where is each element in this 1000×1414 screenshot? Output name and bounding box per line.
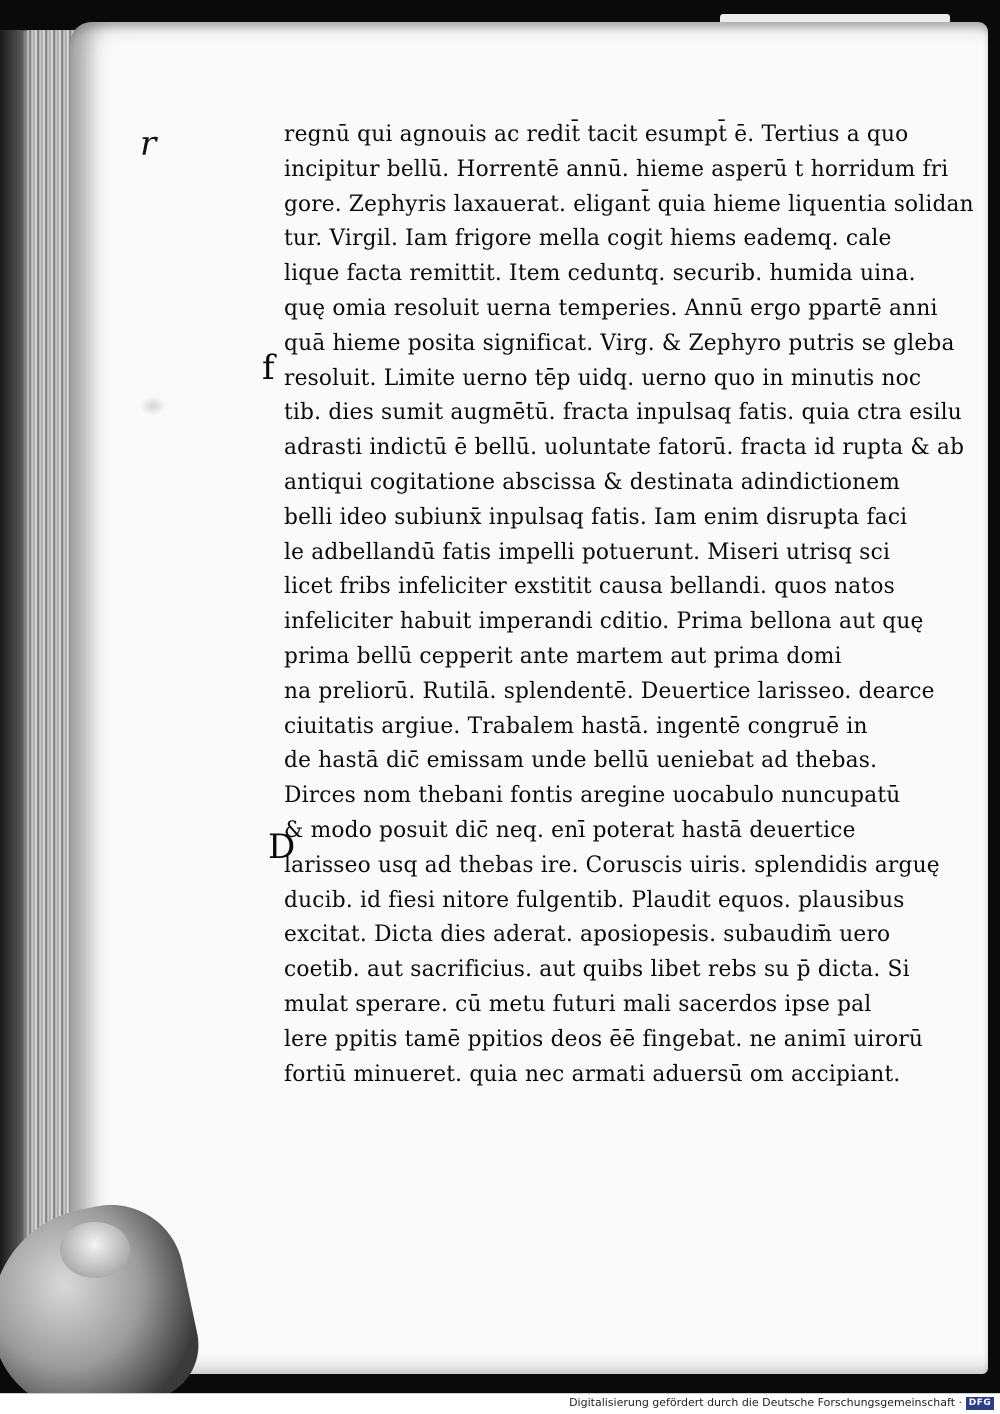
manuscript-line: na preliorū. Rutilā. splendentē. Deuertice larisseo. dearce <box>284 678 935 704</box>
manuscript-line: excitat. Dicta dies aderat. aposiopesis. subaudim̄ uero <box>284 922 891 948</box>
manuscript-line: Dirces nom thebani fontis aregine uocabulo nuncupatū <box>284 783 901 809</box>
manuscript-line: larisseo usq ad thebas ire. Coruscis uiris. splendidis arguę <box>284 852 940 878</box>
dfg-logo: DFG <box>966 1397 994 1410</box>
manuscript-line: incipitur bellū. Horrentē annū. hieme asperū t horridum fri <box>284 156 949 182</box>
manuscript-line: infeliciter habuit imperandi cditio. Prima bellona aut quę <box>284 609 924 635</box>
margin-note: r <box>140 124 155 164</box>
manuscript-line: fortiū minueret. quia nec armati aduersū om accipiant. <box>284 1061 901 1087</box>
manuscript-line: coetib. aut sacrificius. aut quibs libet rebs su p̄ dicta. Si <box>284 957 910 983</box>
manuscript-line: lere ppitis tamē ppitios deos ēē fingebat. ne animī uirorū <box>284 1026 924 1052</box>
manuscript-line: licet fribs infeliciter exstitit causa bellandi. quos natos <box>284 574 895 600</box>
footer-credit: Digitalisierung gefördert durch die Deutsche Forschungsgemeinschaft · <box>569 1396 962 1409</box>
manuscript-line: quā hieme posita significat. Virg. & Zephyro putris se gleba <box>284 330 955 356</box>
manuscript-line: ducib. id fiesi nitore fulgentib. Plaudit equos. plausibus <box>284 887 905 913</box>
manuscript-line: lique facta remittit. Item ceduntq. securib. humida uina. <box>284 261 916 287</box>
manuscript-line: resoluit. Limite uerno tēp uidq. uerno quo in minutis noc <box>284 365 922 391</box>
manuscript-line: & modo posuit dic̄ neq. enī poterat hastā deuertice <box>284 817 856 843</box>
manuscript-line: belli ideo subiunx̄ inpulsaq fatis. Iam enim disrupta faci <box>284 504 908 530</box>
manuscript-line: antiqui cogitatione abscissa & destinata adindictionem <box>284 469 901 495</box>
manuscript-line: regnū qui agnouis ac redit̄ tacit esumpt̄ ē. Tertius a quo <box>284 122 909 147</box>
initial-letter: f <box>262 348 275 388</box>
manuscript-line: gore. Zephyris laxauerat. eligant̄ quia hieme liquentia solidan <box>284 191 974 217</box>
manuscript-line: adrasti indictū ē bellū. uoluntate fatorū. fracta id rupta & ab <box>284 435 965 461</box>
page-edges-shadow <box>0 30 30 1350</box>
thumb-nail <box>60 1222 130 1278</box>
initial-letter: D <box>268 827 296 867</box>
manuscript-line: tur. Virgil. Iam frigore mella cogit hiems eademq. cale <box>284 226 892 252</box>
footer-bar <box>0 1393 1000 1414</box>
manuscript-line: mulat sperare. cū metu futuri mali sacerdos ipse pal <box>284 991 872 1017</box>
manuscript-line: tib. dies sumit augmētū. fracta inpulsaq fatis. quia ctra esilu <box>284 400 962 426</box>
manuscript-line: de hastā dic̄ emissam unde bellū ueniebat ad thebas. <box>284 748 878 774</box>
manuscript-line: quę omia resoluit uerna temperies. Annū ergo ppartē anni <box>284 295 938 321</box>
manuscript-text-block <box>284 118 984 1092</box>
manuscript-line: le adbellandū fatis impelli potuerunt. Miseri utrisq sci <box>284 539 891 565</box>
manuscript-line: prima bellū cepperit ante martem aut prima domi <box>284 643 842 669</box>
manuscript-line: ciuitatis argiue. Trabalem hastā. ingentē congruē in <box>284 713 868 739</box>
ink-bleed-mark <box>140 396 166 416</box>
